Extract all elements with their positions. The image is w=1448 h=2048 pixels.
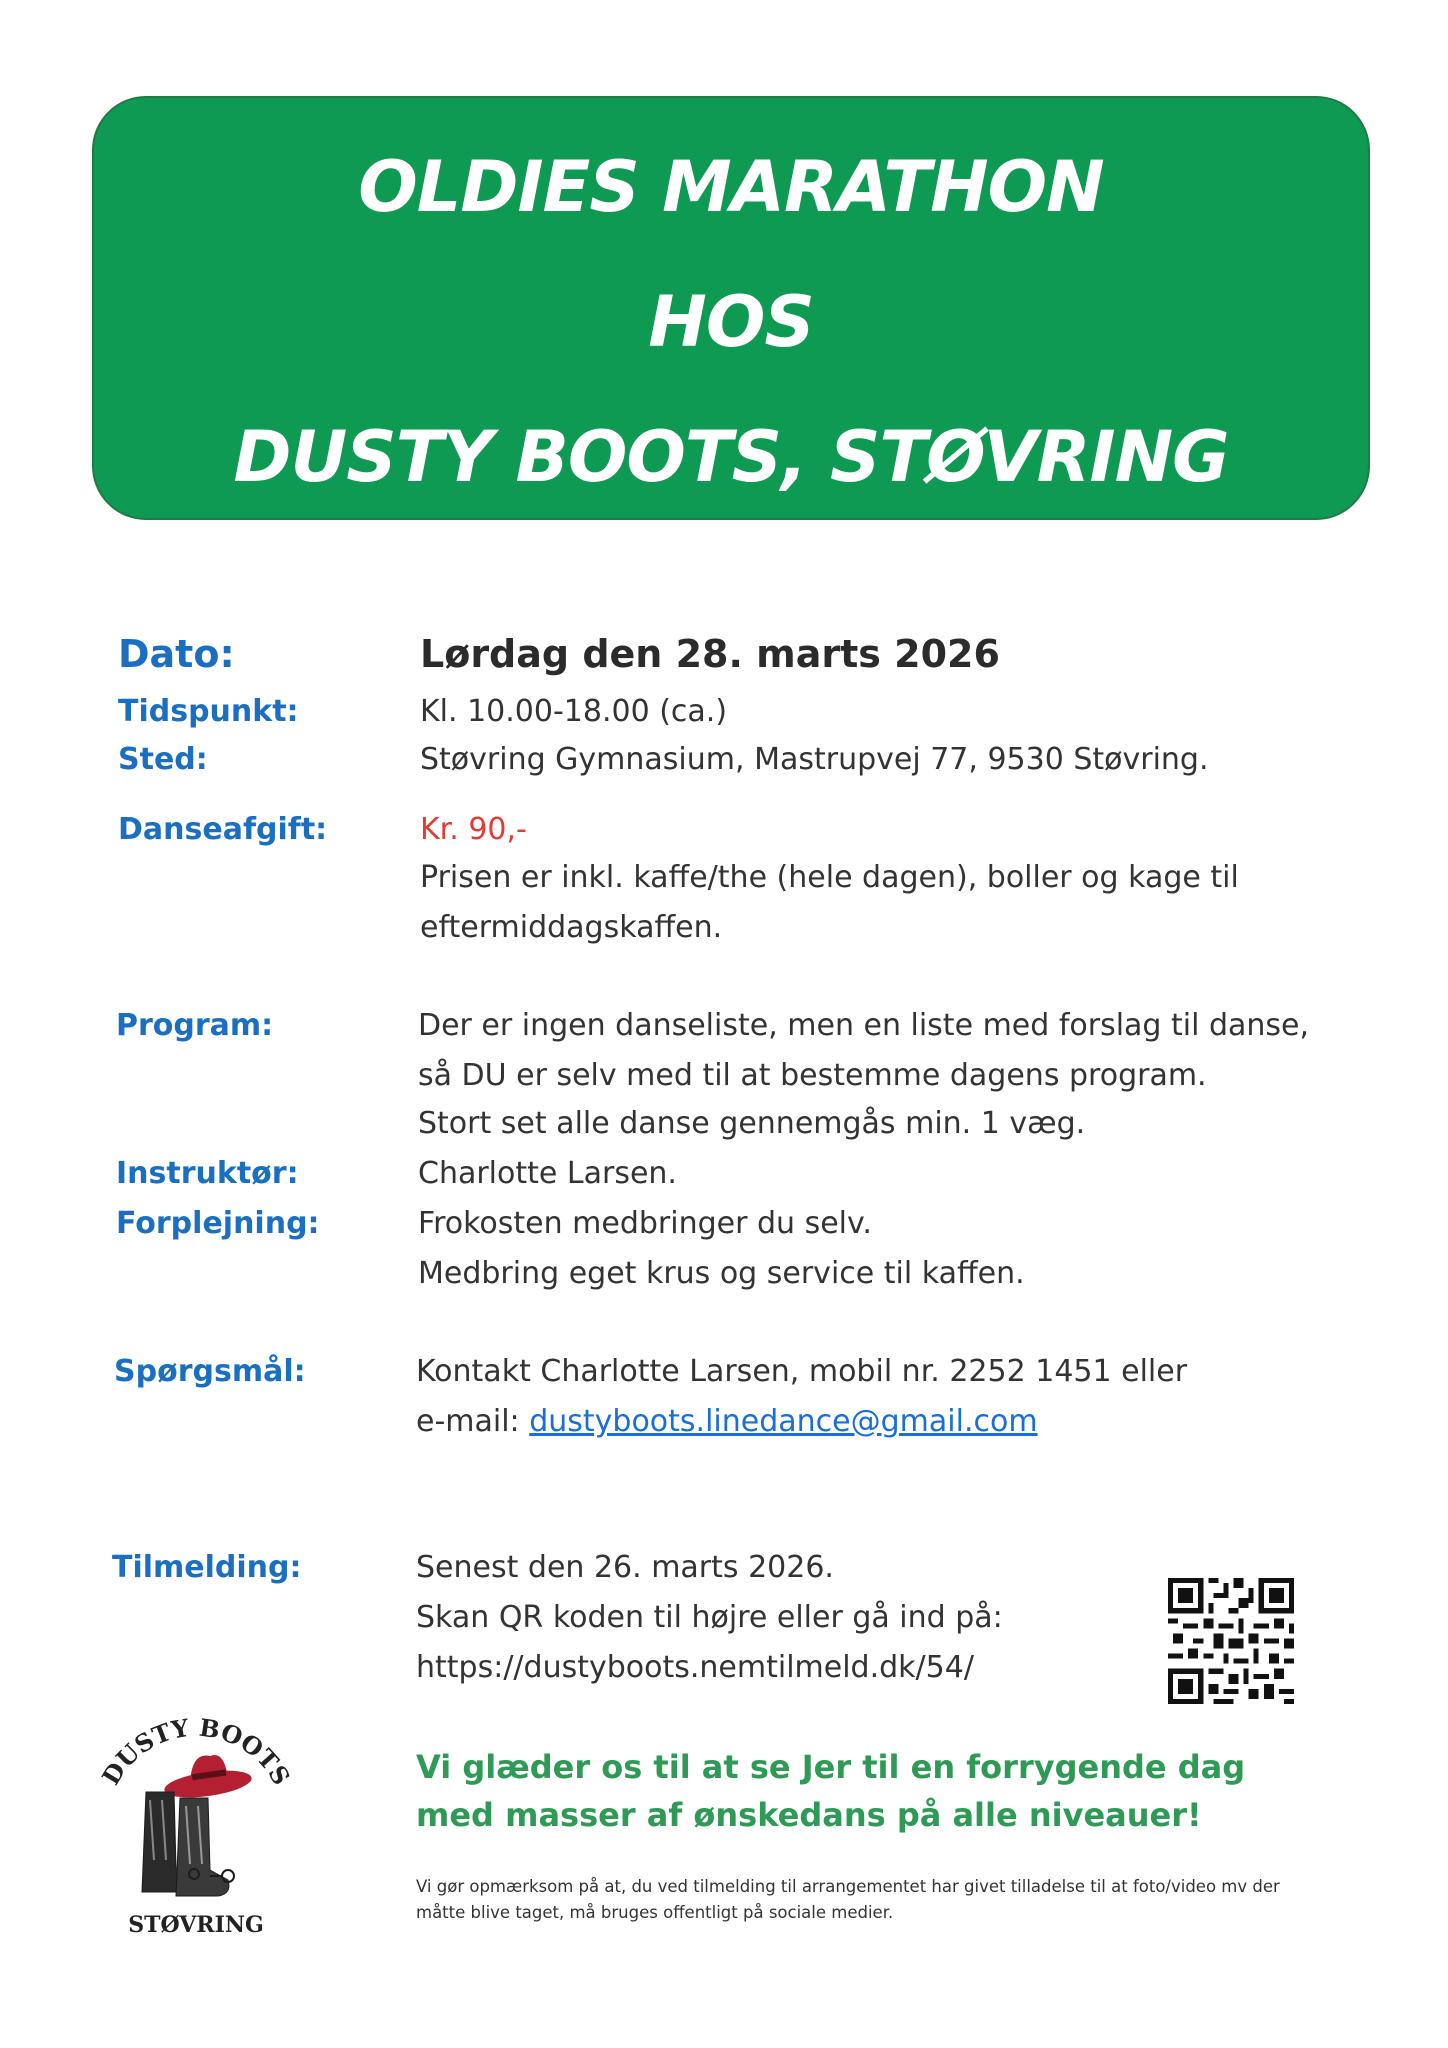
price-note-line-1: Prisen er inkl. kaffe/the (hele dagen), boller og kage til: [420, 860, 1239, 895]
tidspunkt-value: Kl. 10.00-18.00 (ca.): [420, 694, 728, 729]
greeting-line-2: med masser af ønskedans på alle niveauer!: [416, 1796, 1202, 1834]
forplejning-line-1: Frokosten medbringer du selv.: [418, 1206, 872, 1241]
tilmelding-line-2: Skan QR koden til højre eller gå ind på:: [416, 1600, 1003, 1635]
price-value: Kr. 90,-: [420, 812, 527, 847]
dato-value: Lørdag den 28. marts 2026: [420, 632, 1000, 676]
photo-consent-notice: Vi gør opmærksom på at, du ved tilmelding til arrangementet har givet tilladelse til at foto/video mv der måtte blive taget, må bruges offentligt på sociale medier.: [416, 1877, 1280, 1922]
banner-title-line-3: DUSTY BOOTS, STØVRING: [233, 416, 1229, 498]
banner-title-line-1: OLDIES MARATHON: [358, 146, 1104, 228]
danseafgift-label: Danseafgift:: [118, 812, 328, 847]
forplejning-line-2: Medbring eget krus og service til kaffen.: [418, 1256, 1025, 1291]
email-link[interactable]: dustyboots.linedance@gmail.com: [529, 1404, 1038, 1439]
sted-value: Støvring Gymnasium, Mastrupvej 77, 9530 Støvring.: [420, 742, 1209, 777]
dusty-boots-logo: [96, 1700, 296, 1940]
email-prefix: e-mail:: [416, 1404, 530, 1439]
title-banner: [92, 96, 1370, 520]
program-line-2: så DU er selv med til at bestemme dagens program.: [418, 1058, 1207, 1093]
greeting-line-1: Vi glæder os til at se Jer til en forrygende dag: [416, 1748, 1246, 1786]
logo-bottom-text: STØVRING: [128, 1912, 264, 1938]
tilmelding-url[interactable]: https://dustyboots.nemtilmeld.dk/54/: [416, 1650, 974, 1685]
boots-icon: [142, 1792, 234, 1896]
sporgsmal-label: Spørgsmål:: [114, 1354, 306, 1389]
logo-top-text: DUSTY BOOTS: [96, 1712, 296, 1790]
tilmelding-line-1: Senest den 26. marts 2026.: [416, 1550, 834, 1585]
program-line-3: Stort set alle danse gennemgås min. 1 væg.: [418, 1106, 1086, 1141]
program-line-1: Der er ingen danseliste, men en liste med forslag til danse,: [418, 1008, 1310, 1043]
tilmelding-label: Tilmelding:: [112, 1550, 302, 1585]
sporgsmal-line-1: Kontakt Charlotte Larsen, mobil nr. 2252 1451 eller: [416, 1354, 1188, 1389]
sporgsmal-line-2: [416, 1404, 1038, 1439]
price-note-line-2: eftermiddagskaffen.: [420, 910, 723, 945]
cowboy-hat-icon: [163, 1755, 253, 1802]
qr-code-icon[interactable]: [1168, 1578, 1294, 1704]
instruktor-label: Instruktør:: [116, 1156, 299, 1191]
program-label: Program:: [116, 1008, 274, 1043]
dato-label: Dato:: [118, 632, 235, 676]
tidspunkt-label: Tidspunkt:: [118, 694, 299, 729]
instruktor-value: Charlotte Larsen.: [418, 1156, 677, 1191]
sted-label: Sted:: [118, 742, 208, 777]
banner-title-line-2: HOS: [648, 281, 814, 363]
forplejning-label: Forplejning:: [116, 1206, 320, 1241]
